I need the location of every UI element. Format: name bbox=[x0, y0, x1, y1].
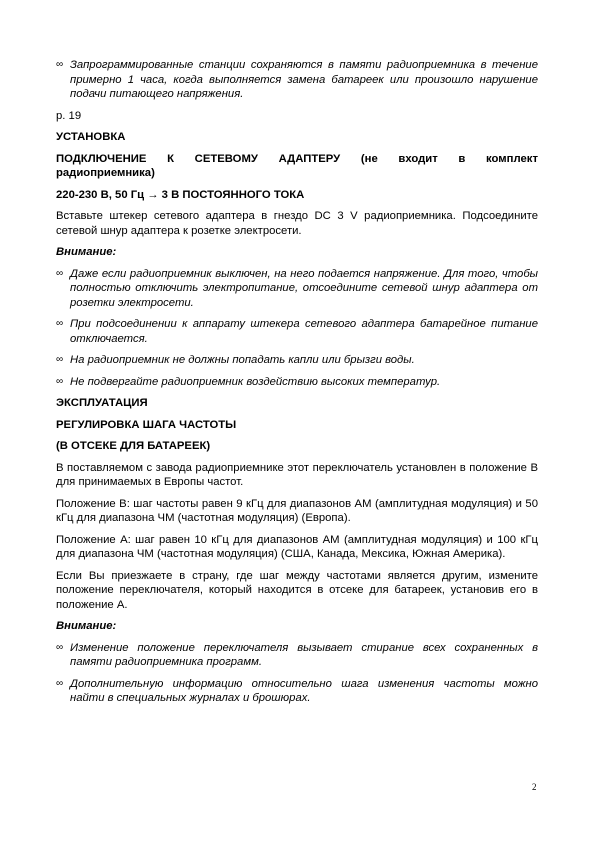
step-note-text: Дополнительную информацию относительно шага изменения частоты можно найти в специальных журналах и брошюрах. bbox=[70, 677, 538, 704]
step-paragraph: Положение A: шаг равен 10 кГц для диапазонов AM (амплитудная модуляция) и 100 кГц для диапазона ЧМ (частотная модуляция) (США, Канада, Мексика, Южная Америка). bbox=[56, 533, 538, 560]
adapter-note bbox=[56, 375, 538, 390]
step-heading: РЕГУЛИРОВКА ШАГА ЧАСТОТЫ bbox=[56, 418, 237, 431]
adapter-note bbox=[56, 353, 538, 368]
bullet-symbol: ∞ bbox=[56, 318, 64, 329]
adapter-note bbox=[56, 267, 538, 311]
attention-label-2: Внимание: bbox=[56, 620, 117, 632]
step-paragraph: В поставляемом с завода радиоприемнике этот переключатель установлен в положение B для принимаемых в Европы частот. bbox=[56, 461, 538, 488]
section-operation-heading: ЭКСПЛУАТАЦИЯ bbox=[56, 397, 148, 409]
adapter-note-text: При подсоединении к аппарату штекера сетевого адаптера батарейное питание отключается. bbox=[70, 318, 538, 345]
bullet-symbol: ∞ bbox=[56, 267, 64, 279]
adapter-note bbox=[56, 317, 538, 346]
adapter-note-text: Даже если радиоприемник выключен, на него подается напряжение. Для того, чтобы полностью отключить электропитание, отсоедините сетевой шнур адаптера от розетки электросети. bbox=[70, 267, 538, 309]
intro-bullet bbox=[56, 58, 538, 102]
bullet-symbol: ∞ bbox=[56, 641, 64, 653]
adapter-note-text: Не подвергайте радиоприемник воздействию высоких температур. bbox=[70, 375, 441, 388]
step-subheading: (В ОТСЕКЕ ДЛЯ БАТАРЕЕК) bbox=[56, 440, 211, 452]
document-body bbox=[56, 58, 538, 713]
step-note bbox=[56, 641, 538, 670]
adapter-heading-line1: ПОДКЛЮЧЕНИЕ К СЕТЕВОМУ АДАПТЕРУ (не входит в комплект bbox=[56, 152, 538, 165]
bullet-symbol: ∞ bbox=[56, 375, 64, 387]
step-note-text: Изменение положение переключателя вызывает стирание всех сохраненных в памяти радиоприемника программ. bbox=[70, 641, 538, 668]
step-paragraph: Если Вы приезжаете в страну, где шаг между частотами является другим, измените положение переключателя, который находится в отсеке для батареек, установив его в положение A. bbox=[56, 569, 538, 611]
bullet-symbol: ∞ bbox=[56, 59, 64, 70]
step-paragraph: Положение B: шаг частоты равен 9 кГц для диапазонов AM (амплитудная модуляция) и 50 кГц для диапазона ЧМ (частотная модуляция) (Европа). bbox=[56, 497, 538, 524]
bullet-symbol: ∞ bbox=[56, 677, 64, 689]
page-reference: p. 19 bbox=[56, 109, 82, 122]
adapter-heading-line2: радиоприемника) bbox=[56, 167, 155, 179]
adapter-instructions: Вставьте штекер сетевого адаптера в гнездо DC 3 V радиоприемника. Подсоедините сетевой шнур адаптера к розетке электросети. bbox=[56, 210, 538, 237]
attention-label: Внимание: bbox=[56, 246, 117, 258]
voltage-heading: 220-230 В, 50 Гц → 3 В ПОСТОЯННОГО ТОКА bbox=[56, 188, 305, 201]
intro-bullet-text: Запрограммированные станции сохраняются в памяти радиоприемника в течение примерно 1 часа, когда выполняется замена батареек или произошло нарушение подачи питающего напряжения. bbox=[70, 59, 538, 100]
step-note bbox=[56, 677, 538, 706]
bullet-symbol: ∞ bbox=[56, 354, 64, 365]
section-install-heading: УСТАНОВКА bbox=[56, 131, 126, 143]
adapter-note-text: На радиоприемник не должны попадать капли или брызги воды. bbox=[70, 354, 415, 366]
page-number: 2 bbox=[532, 782, 537, 792]
